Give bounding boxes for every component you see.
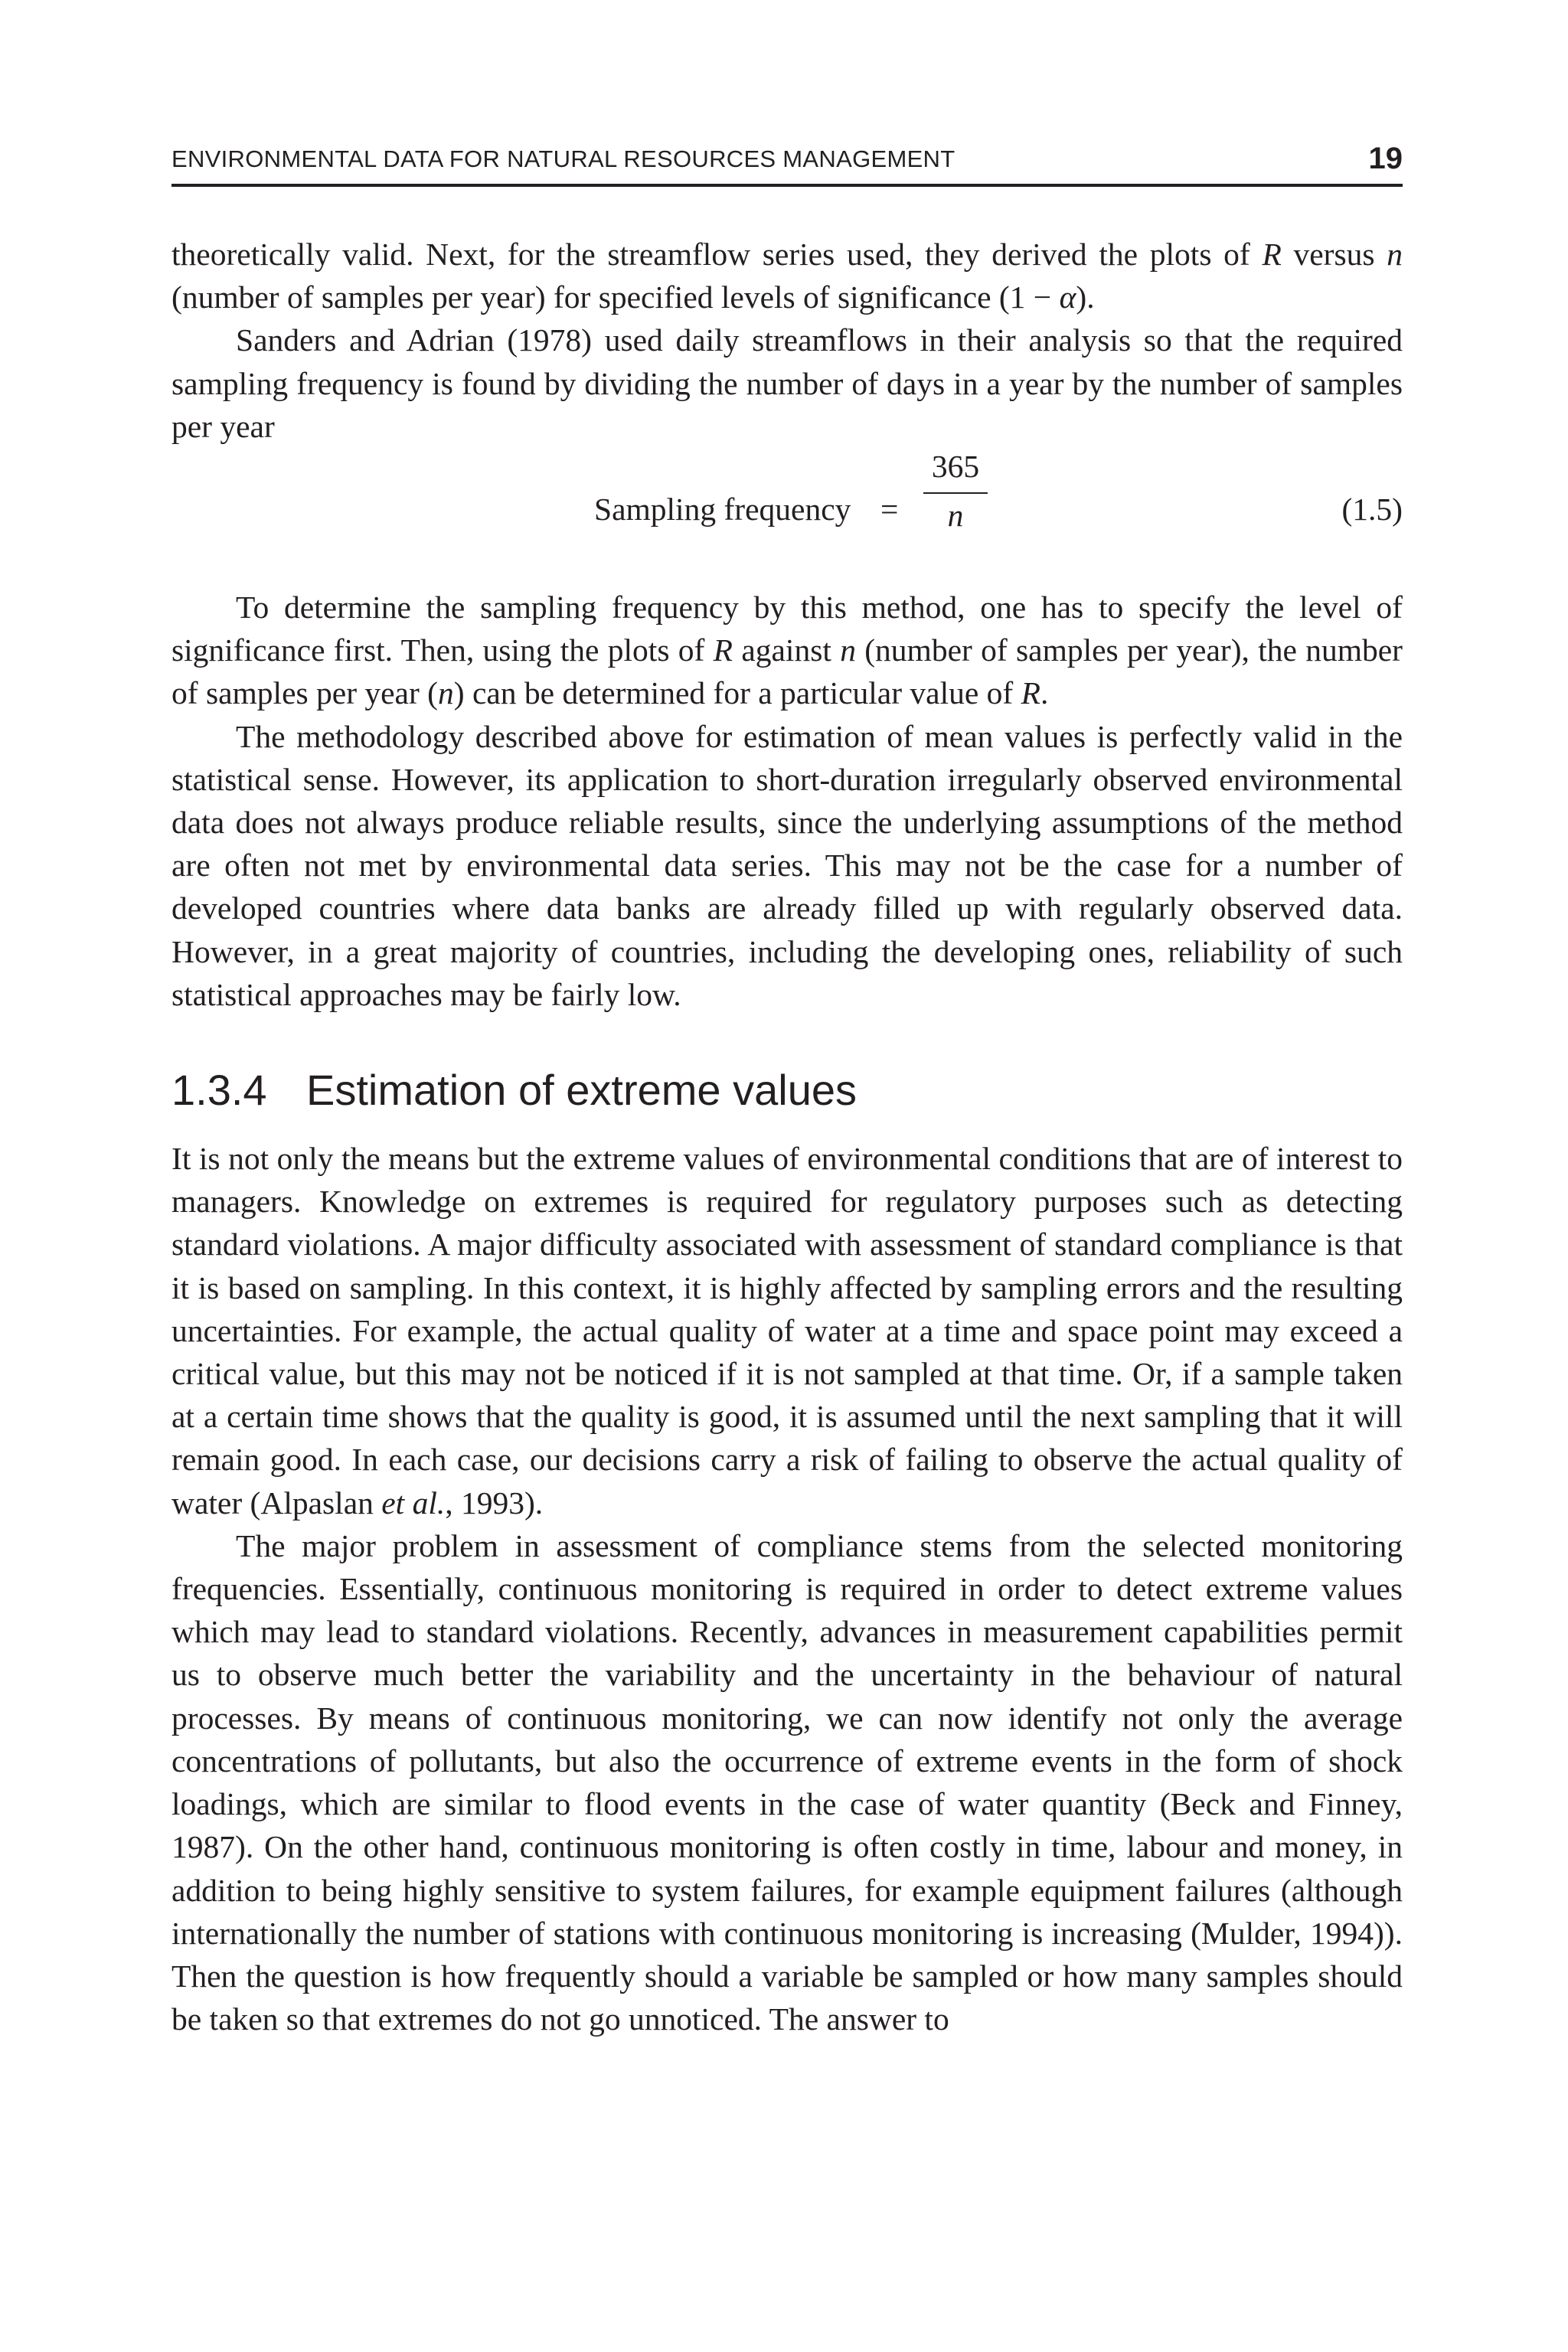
fraction-denominator: n — [947, 498, 964, 534]
fraction-numerator: 365 — [931, 449, 980, 485]
fraction-bar — [923, 492, 988, 494]
variable-n: n — [1387, 237, 1403, 272]
page-header — [172, 129, 1403, 187]
equation-fraction — [923, 448, 988, 534]
variable-alpha: α — [1059, 279, 1076, 315]
section-heading — [172, 1063, 1403, 1117]
equation-lhs: Sampling frequency — [594, 492, 851, 528]
paragraph-5: It is not only the means but the extreme values of environmental conditions that are of interest to managers. Knowledge on extremes is required for regulatory purposes such as detecting standard violations. A major difficulty associated with assessment of standard compliance is that it is based on sampling. In this context, it is highly affected by sampling errors and the resulting uncertainties. For example, the actual quality of water at a time and space point may exceed a critical value, but this may not be noticed if it is not sampled at that time. Or, if a sample taken at a certain time shows that the quality is good, it is assumed until the next sampling that it will remain good. In each case, our decisions carry a risk of failing to observe the actual quality of water (Alpaslan et al., 1993). — [172, 1141, 1403, 1521]
paragraph-6: The major problem in assessment of compliance stems from the selected monitoring frequencies. Essentially, continuous monitoring is required in order to detect extreme values which may lead to standard violations. Recently, advances in measurement capabilities permit us to observe much better the variability and the uncertainty in the behaviour of natural processes. By means of continuous monitoring, we can now identify not only the average concentrations of pollutants, but also the occurrence of extreme events in the form of shock loadings, which are similar to flood events in the case of water quantity (Beck and Finney, 1987). On the other hand, continuous monitoring is often costly in time, labour and money, in addition to being highly sensitive to system failures, for example equipment failures (although internationally the number of stations with continuous monitoring is increasing (Mulder, 1994)). Then the question is how frequently should a variable be sampled or how many samples should be taken so that extremes do not go unnoticed. The answer to — [172, 1527, 1403, 2037]
paragraph-1: theoretically valid. Next, for the streamflow series used, they derived the plots of R versus n (number of samples per year) for specified levels of significance (1 − α). — [172, 237, 1403, 315]
running-head: ENVIRONMENTAL DATA FOR NATURAL RESOURCES MANAGEMENT — [172, 145, 956, 172]
body-text — [172, 233, 1403, 2040]
section-number: 1.3.4 — [172, 1066, 267, 1115]
equation-number: (1.5) — [1341, 492, 1403, 528]
equation-equals: = — [880, 492, 899, 528]
section-title: Estimation of extreme values — [306, 1066, 857, 1115]
paragraph-4: The methodology described above for estimation of mean values is perfectly valid in the statistical sense. However, its application to short-duration irregularly observed environmental data does not always produce reliable results, since the underlying assumptions of the method are often not met by environmental data series. This may not be the case for a number of developed countries where data banks are already filled up with regularly observed data. However, in a great majority of countries, including the developing ones, reliability of such statistical approaches may be fairly low. — [172, 718, 1403, 1012]
paragraph-2: Sanders and Adrian (1978) used daily streamflows in their analysis so that the required sampling frequency is found by dividing the number of days in a year by the number of samples per year — [172, 322, 1403, 444]
variable-r: R — [1262, 237, 1282, 272]
page-number: 19 — [1368, 142, 1403, 175]
paragraph-3: To determine the sampling frequency by this method, one has to specify the level of significance first. Then, using the plots of R against n (number of samples per year), the number of samples per year (n) can be determined for a particular value of R. — [172, 590, 1403, 711]
equation-1-5 — [172, 449, 1403, 569]
